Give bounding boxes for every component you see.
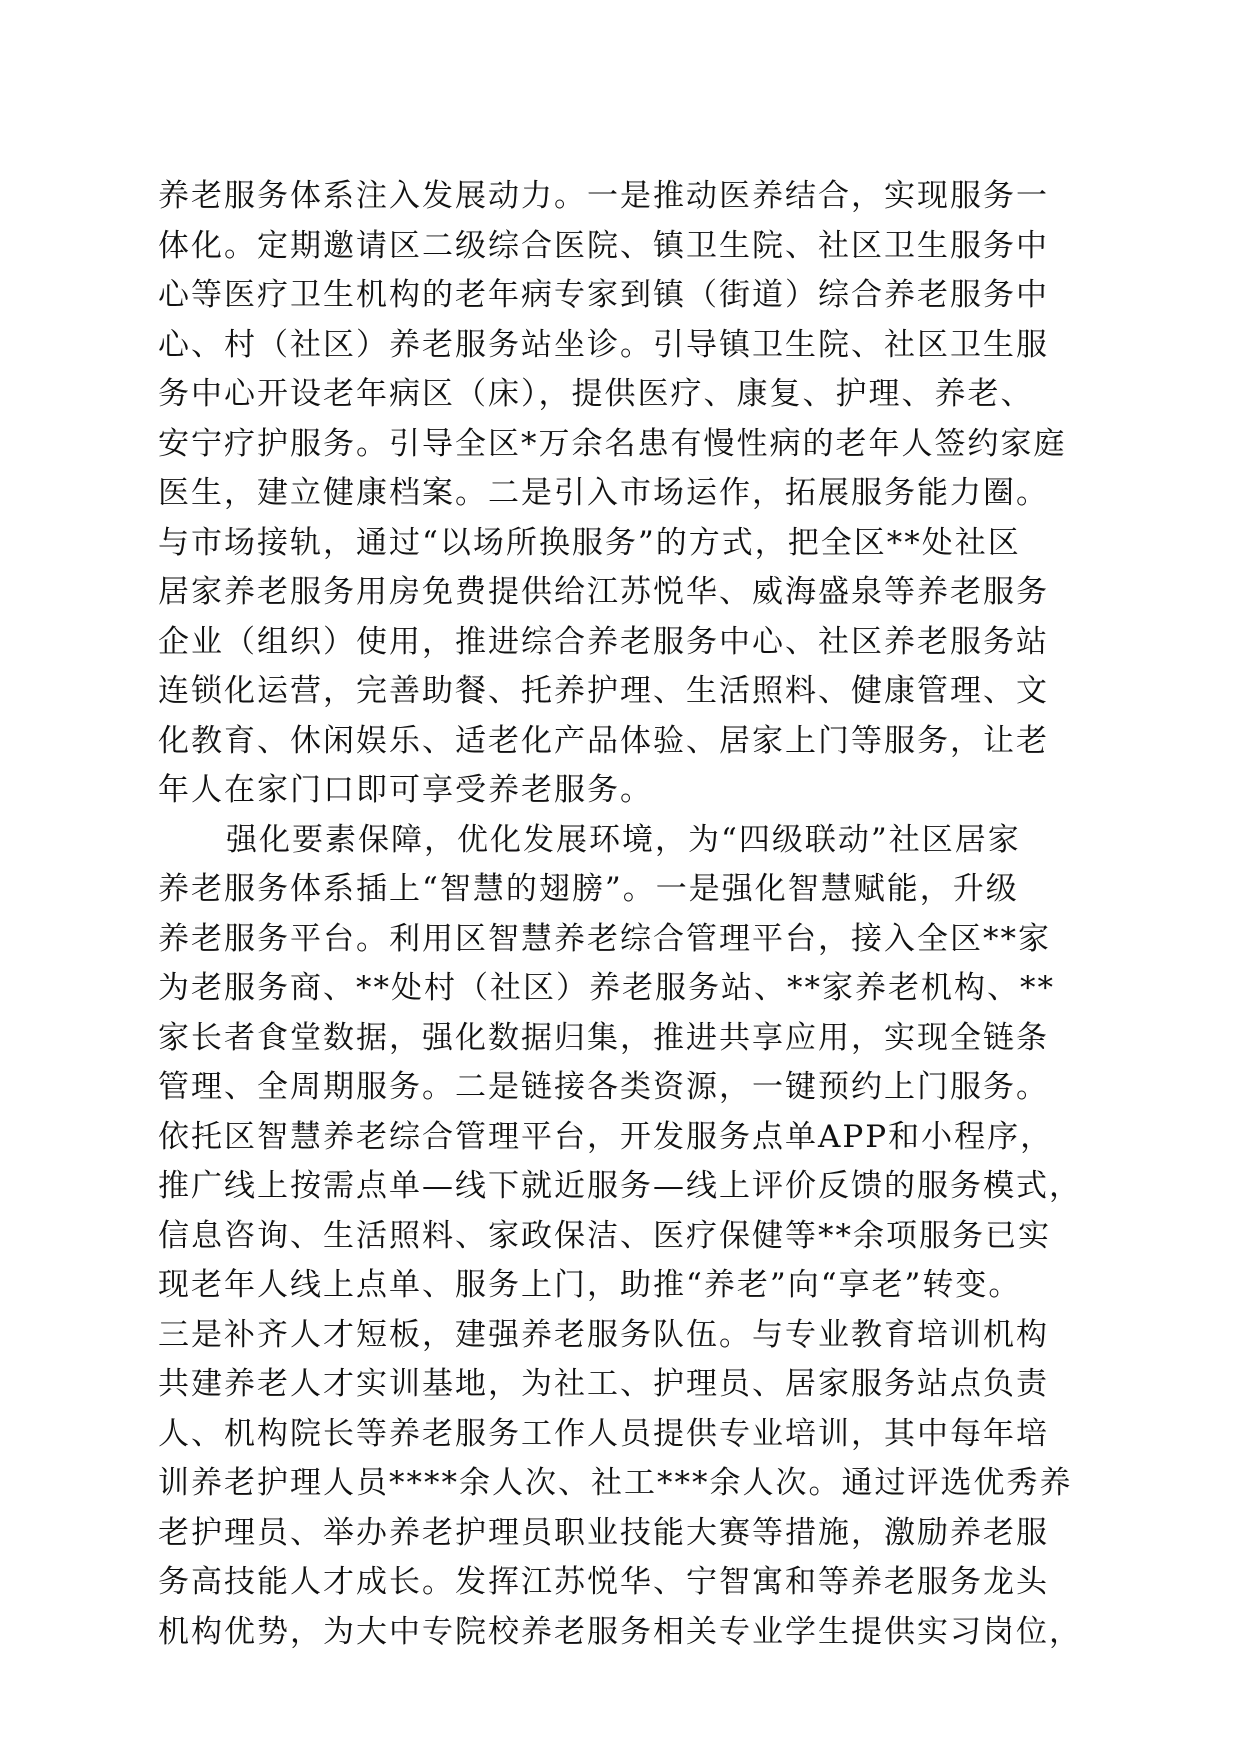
text-line-18: 家长者食堂数据，强化数据归集，推进共享应用，实现全链条 (158, 1019, 1049, 1056)
text-line-15: 养老服务体系插上“智慧的翅膀”。一是强化智慧赋能，升级 (158, 871, 1019, 907)
text-line-13: 年人在家门口即可享受养老服务。 (158, 772, 653, 808)
text-line-7: 医生，建立健康档案。二是引入市场运作，拓展服务能力圈。 (158, 475, 1049, 511)
text-line-25: 共建养老人才实训基地，为社工、护理员、居家服务站点负责 (158, 1366, 1049, 1402)
text-line-1: 养老服务体系注入发展动力。一是推动医养结合，实现服务一 (158, 178, 1049, 214)
text-line-28: 老护理员、举办养老护理员职业技能大赛等措施，激励养老服 (158, 1514, 1049, 1551)
text-line-27: 训养老护理人员****余人次、社工***余人次。通过评选优秀养 (158, 1465, 1073, 1501)
text-line-29: 务高技能人才成长。发挥江苏悦华、宁智寓和等养老服务龙头 (158, 1564, 1049, 1600)
paragraph-start-line: 强化要素保障，优化发展环境，为“四级联动”社区居家 (226, 821, 1021, 858)
text-line-5: 务中心开设老年病区（床），提供医疗、康复、护理、养老、 (158, 376, 1034, 412)
text-line-22: 信息咨询、生活照料、家政保洁、医疗保健等**余项服务已实 (158, 1217, 1051, 1254)
text-line-2: 体化。定期邀请区二级综合医院、镇卫生院、社区卫生服务中 (158, 227, 1049, 264)
text-line-10: 企业（组织）使用，推进综合养老服务中心、社区养老服务站 (158, 623, 1049, 660)
text-line-26: 人、机构院长等养老服务工作人员提供专业培训，其中每年培 (158, 1415, 1049, 1452)
text-line-19: 管理、全周期服务。二是链接各类资源，一键预约上门服务。 (158, 1069, 1049, 1105)
text-line-21: 推广线上按需点单—线下就近服务—线上评价反馈的服务模式， (158, 1168, 1082, 1204)
text-line-23: 现老年人线上点单、服务上门，助推“养老”向“享老”转变。 (158, 1267, 1022, 1303)
text-line-12: 化教育、休闲娱乐、适老化产品体验、居家上门等服务，让老 (158, 722, 1049, 759)
text-line-30: 机构优势，为大中专院校养老服务相关专业学生提供实习岗位， (158, 1613, 1082, 1650)
text-line-20: 依托区智慧养老综合管理平台，开发服务点单APP和小程序， (158, 1118, 1054, 1155)
text-line-9: 居家养老服务用房免费提供给江苏悦华、威海盛泉等养老服务 (158, 574, 1049, 610)
text-line-17: 为老服务商、**处村（社区）养老服务站、**家养老机构、** (158, 970, 1055, 1006)
text-line-24: 三是补齐人才短板，建强养老服务队伍。与专业教育培训机构 (158, 1316, 1049, 1353)
text-line-8: 与市场接轨，通过“以场所换服务”的方式，把全区**处社区 (158, 524, 1021, 561)
body-text (158, 172, 1088, 1657)
text-line-11: 连锁化运营，完善助餐、托养护理、生活照料、健康管理、文 (158, 673, 1049, 709)
text-line-6: 安宁疗护服务。引导全区*万余名患有慢性病的老年人签约家庭 (158, 425, 1067, 462)
text-line-4: 心、村（社区）养老服务站坐诊。引导镇卫生院、社区卫生服 (158, 326, 1049, 363)
text-line-16: 养老服务平台。利用区智慧养老综合管理平台，接入全区**家 (158, 920, 1051, 957)
text-line-3: 心等医疗卫生机构的老年病专家到镇（街道）综合养老服务中 (158, 277, 1049, 313)
